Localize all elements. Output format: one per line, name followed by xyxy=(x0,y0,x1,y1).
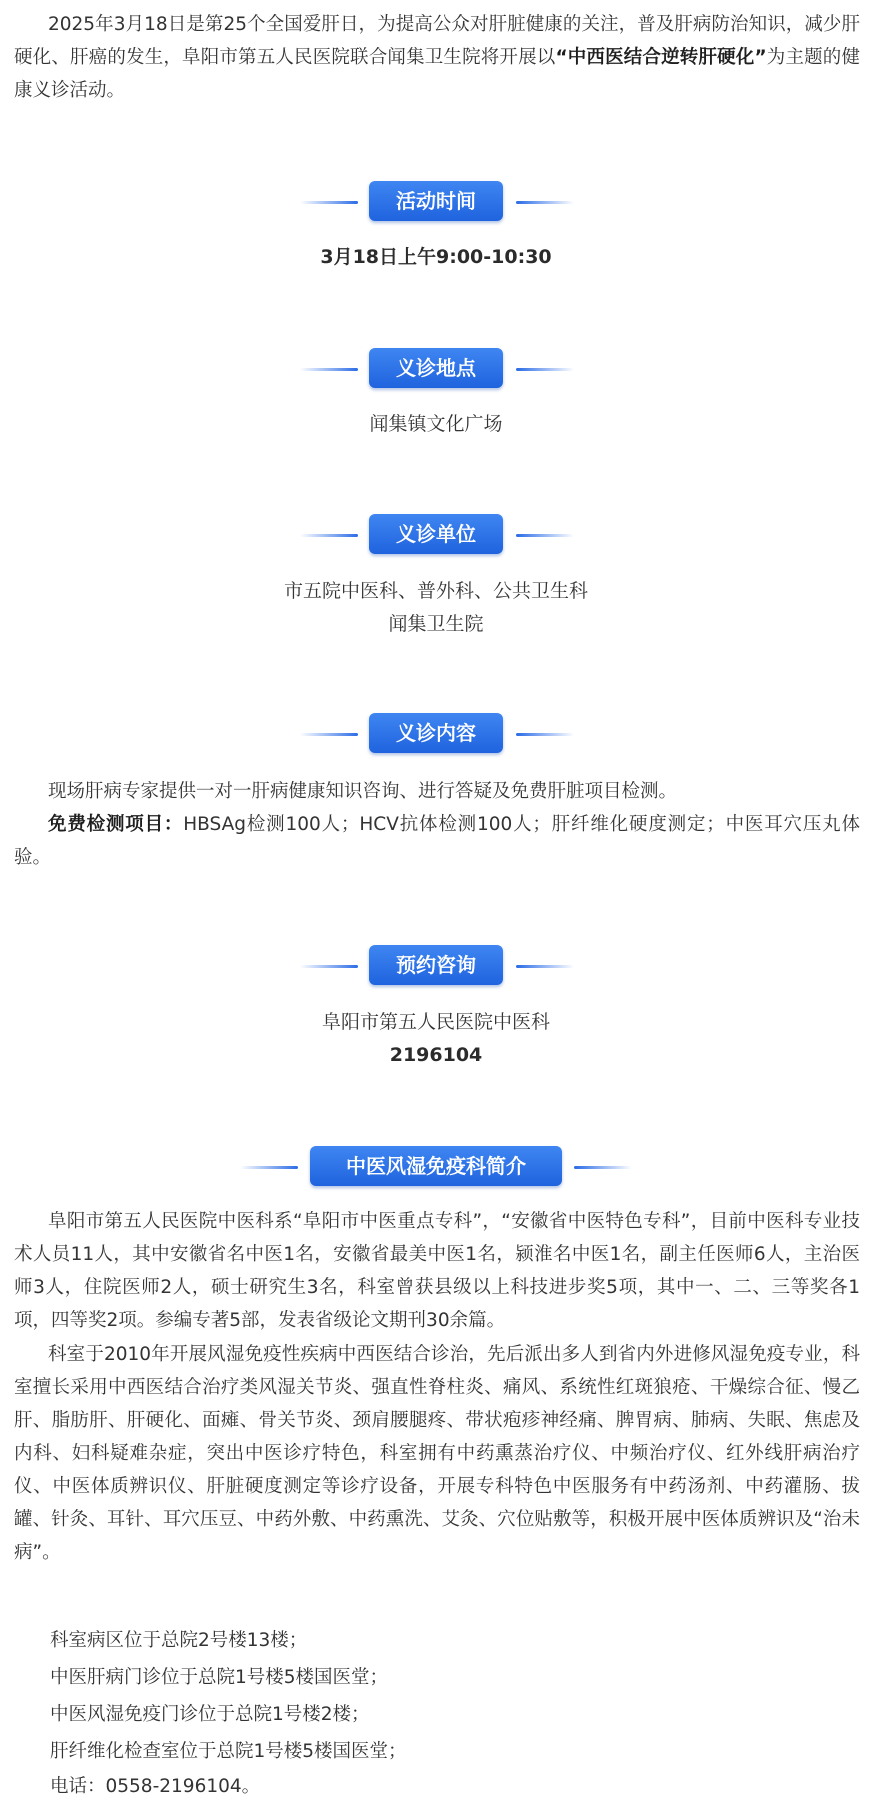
divider-right xyxy=(516,201,574,204)
divider-left xyxy=(300,201,358,204)
intro-text-after: 为主题的健康义诊活动。 xyxy=(14,47,860,101)
intro-text: 2025年3月18日是第25个全国爱肝日，为提高公众对肝脏健康的关注，普及肝病防治知识，减少肝硬化、肝癌的发生，阜阳市第五人民医院联合闻集卫生院将开展以 xyxy=(14,14,860,68)
section-content-header xyxy=(0,713,872,755)
section-units-header xyxy=(0,514,872,556)
units-line-2: 闻集卫生院 xyxy=(388,613,484,635)
free-tests-label: 免费检测项目： xyxy=(48,814,184,835)
contact-phone: 电话：0558-2196104。 xyxy=(50,1776,261,1797)
content-items-paragraph xyxy=(14,808,860,874)
content-line-1: 现场肝病专家提供一对一肝病健康知识咨询、进行答疑及免费肝脏项目检测。 xyxy=(48,781,678,802)
divider-left xyxy=(300,534,358,537)
dept-paragraph-2: 科室于2010年开展风湿免疫性疾病中西医结合诊治，先后派出多人到省内外进修风湿免疫专业，科室擅长采用中西医结合治疗类风湿关节炎、强直性脊柱炎、痛风、系统性红斑狼疮、干燥综合征、慢乙肝、脂肪肝、肝硬化、面瘫、骨关节炎、颈肩腰腿疼、带状疱疹神经痛、脾胃病、肺病、失眠、焦虑及内科、妇科疑难杂症，突出中医诊疗特色，科室拥有中药熏蒸治疗仪、中频治疗仪、红外线肝病治疗仪、中医体质辨识仪、肝脏硬度测定等诊疗设备，开展专科特色中医服务有中药汤剂、中药灌肠、拔罐、针灸、耳针、耳穴压豆、中药外敷、中药熏洗、艾灸、穴位贴敷等，积极开展中医体质辨识及“治未病”。 xyxy=(14,1344,860,1563)
event-time: 3月18日上午9:00-10:30 xyxy=(320,246,552,268)
section-dept-title: 中医风湿免疫科简介 xyxy=(310,1146,562,1186)
booking-department: 阜阳市第五人民医院中医科 xyxy=(321,1011,550,1033)
section-time-header xyxy=(0,181,872,223)
booking-phone: 2196104 xyxy=(389,1044,483,1066)
divider-left xyxy=(300,965,358,968)
divider-right xyxy=(516,368,574,371)
divider-left xyxy=(300,368,358,371)
section-booking-header xyxy=(0,945,872,987)
location-liver-clinic: 中医肝病门诊位于总院1号楼5楼国医堂； xyxy=(50,1667,389,1688)
divider-right xyxy=(516,534,574,537)
section-location-header xyxy=(0,348,872,390)
section-content-title: 义诊内容 xyxy=(369,713,503,753)
divider-left xyxy=(300,733,358,736)
intro-paragraph xyxy=(14,8,860,107)
divider-right xyxy=(516,965,574,968)
section-time-title: 活动时间 xyxy=(369,181,503,221)
section-dept-header xyxy=(0,1146,872,1188)
location-ward: 科室病区位于总院2号楼13楼； xyxy=(50,1630,308,1651)
section-units-title: 义诊单位 xyxy=(369,514,503,554)
divider-right xyxy=(574,1166,632,1169)
location-fibrosis-room: 肝纤维化检查室位于总院1号楼5楼国医堂； xyxy=(50,1741,407,1762)
free-tests-items: HBSAg检测100人；HCV抗体检测100人；肝纤维化硬度测定；中医耳穴压丸体验。 xyxy=(14,814,860,868)
location-rheumatology-clinic: 中医风湿免疫门诊位于总院1号楼2楼； xyxy=(50,1704,370,1725)
event-location: 闻集镇文化广场 xyxy=(369,413,503,435)
intro-highlight: “中西医结合逆转肝硬化” xyxy=(555,47,767,68)
section-location-title: 义诊地点 xyxy=(369,348,503,388)
divider-right xyxy=(516,733,574,736)
divider-left xyxy=(240,1166,298,1169)
dept-paragraph-1: 阜阳市第五人民医院中医科系“阜阳市中医重点专科”，“安徽省中医特色专科”，目前中医科专业技术人员11人，其中安徽省名中医1名，安徽省最美中医1名，颍淮名中医1名，副主任医师6人，主治医师3人，住院医师2人，硕士研究生3名，科室曾获县级以上科技进步奖5项，其中一、二、三等奖各1项，四等奖2项。参编专著5部，发表省级论文期刊30余篇。 xyxy=(14,1211,860,1331)
units-line-1: 市五院中医科、普外科、公共卫生科 xyxy=(283,580,588,602)
section-booking-title: 预约咨询 xyxy=(369,945,503,985)
